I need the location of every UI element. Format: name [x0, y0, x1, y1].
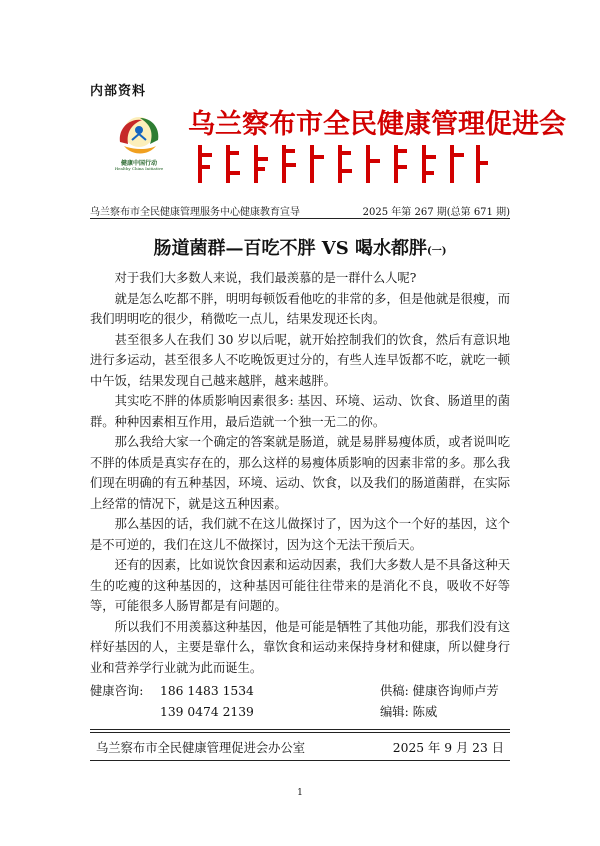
footer-divider-bottom: [90, 760, 510, 761]
paragraph: 所以我们不用羡慕这种基因，他是可能是牺牲了其他功能，那我们没有这样好基因的人，主要是靠什么，靠饮食和运动来保持身材和健康，所以健身行业和营养学行业就为此而诞生。: [90, 619, 510, 675]
footer-office: 乌兰察布市全民健康管理促进会办公室: [96, 741, 306, 755]
footer-divider-top: [90, 729, 510, 730]
paragraph: 还有的因素，比如说饮食因素和运动因素，我们大多数人是不具备这种天生的吃瘦的这种基因的，这种基因可能往往带来的是消化不良，吸收不好等等，可能很多人肠胃都是有问题的。: [90, 558, 510, 613]
paragraph: 甚至很多人在我们 30 岁以后呢，就开始控制我们的饮食，然后有意识地进行多运动，甚至很多人不吃晚饭更过分的，有些人连早饭都不吃，就吃一顿中午饭，结果发现自己越来越胖，越来越胖。: [90, 332, 510, 388]
footer-date: 2025 年 9 月 23 日: [392, 741, 504, 755]
masthead-title: 乌兰察布市全民健康管理促进会: [188, 109, 566, 140]
logo-caption: 健康中国行动: [120, 160, 157, 167]
page-number: 1: [297, 788, 303, 798]
paragraph: 对于我们大多数人来说，我们最羡慕的是一群什么人呢?: [114, 271, 417, 285]
internal-label: 内部资料: [90, 84, 147, 99]
contact-phone-2: 139 0474 2139: [160, 704, 254, 719]
mongolian-script-title: [192, 143, 492, 187]
footer-divider-top-2: [90, 732, 510, 733]
article-body: [90, 268, 510, 678]
contact-label: 健康咨询:: [90, 684, 144, 698]
issuer-text: 乌兰察布市全民健康管理服务中心健康教育宣导: [90, 207, 300, 218]
issue-line: [90, 203, 510, 218]
article-title: [90, 234, 510, 260]
header-divider: [90, 218, 510, 219]
article-title-suffix: (一): [427, 246, 447, 257]
paragraph: 其实吃不胖的体质影响因素很多: 基因、环境、运动、饮食、肠道里的菌群。种种因素相互作用，最后造就一个独一无二的你。: [90, 394, 510, 429]
editor-credit: 编辑: 陈威: [380, 704, 438, 719]
contact-phone-1: 186 1483 1534: [160, 684, 254, 698]
logo-caption-en: Healthy China Initiative: [114, 166, 164, 171]
paragraph: 那么我给大家一个确定的答案就是肠道，就是易胖易瘦体质，或者说叫吃不胖的体质是真实存在的，那么这样的易瘦体质影响的因素非常的多。那么我们现在明确的有五种基因，环境、运动、饮食，以及我们的肠道菌群，在实际上经常的情况下，就是这五种因素。: [90, 435, 510, 511]
footer: [90, 738, 510, 756]
paragraph: 那么基因的话，我们就不在这儿做探讨了，因为这个一个好的基因，这个是不可逆的，我们在这儿不做探讨，因为这个无法干预后天。: [90, 517, 510, 552]
paragraph: 就是怎么吃都不胖，明明每顿饭看他吃的非常的多，但是他就是很瘦，而我们明明吃的很少，稍微吃一点儿，结果发现还长肉。: [90, 291, 510, 326]
contact-block: [90, 681, 510, 722]
author-credit: 供稿: 健康咨询师卢芳: [380, 684, 499, 698]
article-title-text: 肠道菌群—百吃不胖 VS 喝水都胖: [153, 238, 428, 259]
issue-number: 2025 年第 267 期(总第 671 期): [362, 207, 510, 218]
